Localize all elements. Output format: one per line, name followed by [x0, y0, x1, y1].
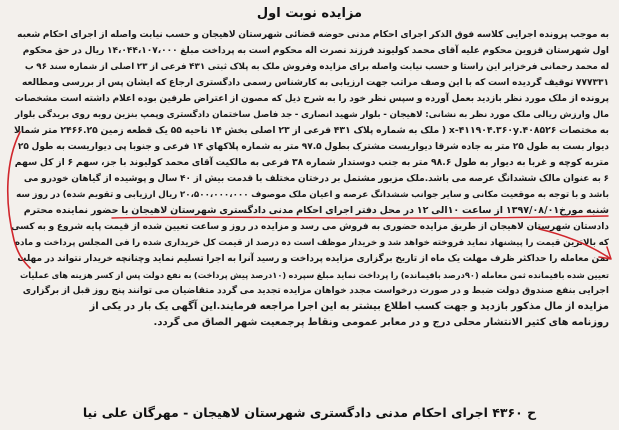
notice-line: ۶ به عنوان مالک ششدانگ عرصه می باشد.ملک مزبور مشتمل بر درختان مختلف با قدمت بیش از ۴۰ سال و پوشیده از گیاهان خودرو می: [23, 174, 609, 184]
notice-line: تعیین شده باقیمانده ثمن معامله (۹۰درصد باقیمانده) را پرداخت نماید مبلغ سپرده (۱۰درصد پیش پرداخت) به نفع دولت پس از کسر هزینه های عملیات: [19, 270, 609, 280]
notice-line: ثمن معامله را حداکثر ظرف مهلت یک ماه از تاریخ برگزاری مزایده پرداخت و رسید آنرا به اجرا تسلیم نماید وچنانچه خریدار نتواند در مهلت: [17, 254, 609, 264]
notice-line: پرونده از ملک مورد نظر بازدید بعمل آورده و سپس نظر خود را به شرح ذیل که مصون از اعتراض طرفین بوده اعلام داشته است مشخصات: [14, 94, 609, 104]
notice-line: شنبه مورخ۱۳۹۷/۰۸/۰۱ از ساعت ۱۰الی ۱۲ در محل دفتر اجرای احکام مدنی دادگستری شهرستان لاهیجان با حضور نماینده محترم: [23, 205, 609, 216]
notice-body: [10, 27, 609, 331]
notice-line: روزنامه های کثیر الانتشار محلی درج و در معابر عمومی ونقاط پرجمعیت شهر الصاق می گردد.: [153, 317, 609, 328]
notice-line: اجرایی بنفع صندوق دولت ضبط و در صورت درخواست مجدد خواهان مزایده تجدید می گردد متقاضیان می توانند پنج روز قبل از برگزاری: [22, 286, 609, 296]
notice-line: دیوار بست به طول ۲۵ متر به جاده شرقا دیواریست مشترک بطول ۹۷.۵ متر به شماره پلاکهاي ۱۴ فرعی و جنوبا پی دیواریست به طول ۲۵: [17, 142, 609, 152]
notice-line: مال وارزش ریالی ملک مورد نظر به نشانی: لاهیجان - بلوار شهید انصاری - جد فاصل ساختمان دادگستری وپمپ بنزین روبه روی بریدگی بلوار: [15, 110, 609, 120]
notice-footer: ح ۴۳۶۰ اجرای احکام مدنی دادگستری شهرستان لاهیجان - مهرگان علی نیا: [82, 405, 537, 420]
notice-line: دادستان شهرستان لاهیجان از طریق مزایده حضوری به فروش می رسد و مزایده در روز و ساعت تعیین شده از قیمت پایه شروع و به کسی: [11, 222, 609, 232]
notice-title: مزایده نوبت اول: [256, 6, 363, 21]
notice-line: که بالاترین قیمت را پیشنهاد نماید فروخته خواهد شد و خریدار موظف است ده درصد از قیمت کل خریداری شده را فی المجلس پرداخت و ماده: [14, 238, 609, 248]
notice-line: به موجب پرونده اجرایی کلاسه فوق الذکر اجرای احکام مدنی حوضه قضائی شهرستان لاهیجان و حسب نیابت واصله از اجرای احکام شعبه: [17, 30, 609, 40]
notice-line: متربه کوچه و غربا به دیوار به طول ۹۸.۶ متر به جنب دوستدار شماره ۳۸ فرعی به مالکیت آقای محمد کولیوند با جز، سهم ۶ از کل سهم: [14, 157, 609, 168]
notice-line: اول شهرستان قزوین محکوم علیه آقای محمد کولیوند فرزند نصرت اله محکوم است به پرداخت مبلغ ۱۴،۰۴۴،۱۰۷،۰۰۰ ریال در حق محکوم: [22, 46, 609, 56]
notice-line: مزایده از مال مذکور بازدید و جهت کسب اطلاع بیشتر به این اجرا مراجعه فرمایند.این آگهی یک بار در یکی از: [89, 301, 609, 312]
notice-line: له محمد رحمانی فرخزایر این راستا و حسب نیابت واصله برای مزایده وفروش ملک به پلاک ثبتی ۴۳۱ فرعی از ۲۳ اصلی از شماره سند ۹۶ ب: [24, 62, 609, 72]
notice-line: ۷۷۷۳۳۱ توقیف گردیده است که با این وصف مراتب جهت ارزیابی به کارشناس رسمی دادگستری ارجاع که ایشان پس از بررسی ومطالعه: [22, 78, 609, 88]
notice-line: به مختصات ۴۰۸۵۲۶.x-۴۱۱۹۰۴.۳۶۰y ( ملک به شماره پلاک ۴۳۱ فرعی از ۲۳ اصلی بخش ۱۴ ناحیه ۵۵ یک قطعه زمین ۲۴۶۶.۲۵ متر شمالا: [14, 125, 609, 136]
notice-line: باشد و با توجه به موقعیت مکانی و سایر جوانب ششدانگ عرصه و اعیان ملک موصوف ۲۰،۵۰۰،۰۰۰،۰۰۰ ریال ارزیابی و تقویم شده) در روز سه: [16, 190, 609, 200]
